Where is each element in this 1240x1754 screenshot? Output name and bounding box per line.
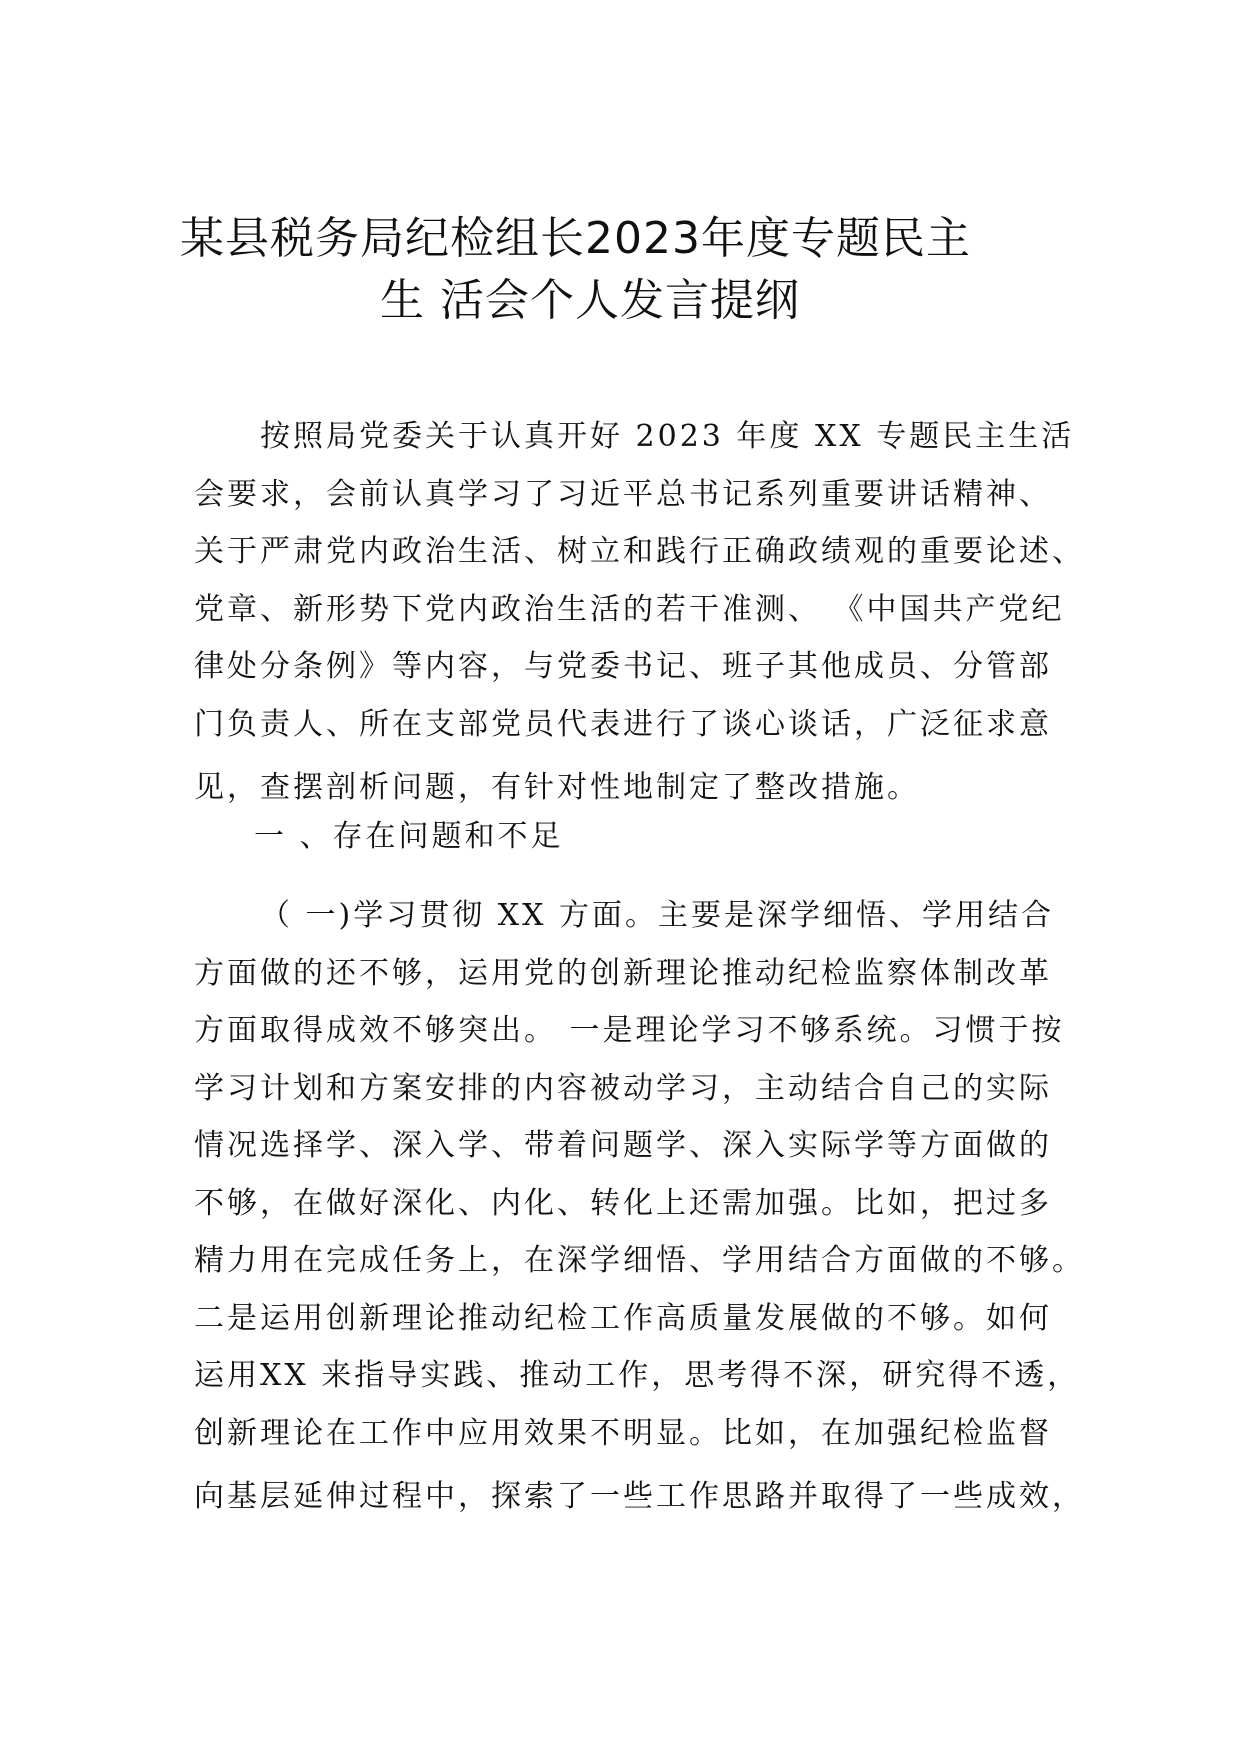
paragraph-line: 党章、新形势下党内政治生活的若干准测、 《中国共产党纪 <box>194 591 1065 627</box>
paragraph-line: （ 一)学习贯彻 XX 方面。主要是深学细悟、学用结合 <box>260 898 1055 933</box>
intro-paragraph <box>194 408 1085 817</box>
paragraph-line: 关于严肃党内政治生活、树立和践行正确政绩观的重要论述、 <box>194 534 1085 569</box>
section-heading-block <box>194 808 1054 866</box>
paragraph-line: 按照局党委关于认真开好 2023 年度 XX 专题民主生活 <box>260 419 1075 454</box>
paragraph-line: 学习计划和方案安排的内容被动学习，主动结合自己的实际 <box>194 1070 1052 1106</box>
title-line-2: 生 活会个人发言提纲 <box>380 275 800 326</box>
paragraph-line: 情况选择学、深入学、带着问题学、深入实际学等方面做的 <box>194 1128 1052 1163</box>
paragraph-line: 二是运用创新理论推动纪检工作高质量发展做的不够。如何 <box>194 1300 1052 1336</box>
paragraph-line: 会要求，会前认真学习了习近平总书记系列重要讲话精神、 <box>194 476 1052 512</box>
paragraph-line: 见，查摆剖析问题，有针对性地制定了整改措施。 <box>194 770 920 805</box>
paragraph-line: 创新理论在工作中应用效果不明显。比如，在加强纪检监督 <box>194 1415 1052 1451</box>
paragraph-line: 运用XX 来指导实践、推动工作，思考得不深，研究得不透， <box>194 1358 1081 1393</box>
title-line-1: 某县税务局纪检组长2023年度专题民主 <box>180 213 971 264</box>
paragraph-line: 精力用在完成任务上，在深学细悟、学用结合方面做的不够。 <box>194 1243 1085 1278</box>
paragraph-line: 律处分条例》等内容，与党委书记、班子其他成员、分管部 <box>194 649 1052 684</box>
document-title <box>180 208 1060 332</box>
paragraph-line: 向基层延伸过程中，探索了一些工作思路并取得了一些成效， <box>194 1479 1085 1514</box>
paragraph-line: 方面取得成效不够突出。 一是理论学习不够系统。习惯于按 <box>194 1013 1065 1048</box>
paragraph-line: 方面做的还不够，运用党的创新理论推动纪检监察体制改革 <box>194 955 1052 991</box>
problems-paragraph <box>194 887 1085 1526</box>
paragraph-line: 不够，在做好深化、内化、转化上还需加强。比如，把过多 <box>194 1185 1052 1221</box>
paragraph-line: 门负责人、所在支部党员代表进行了谈心谈话，广泛征求意 <box>194 706 1052 742</box>
section-heading: 一 、存在问题和不足 <box>254 819 564 854</box>
